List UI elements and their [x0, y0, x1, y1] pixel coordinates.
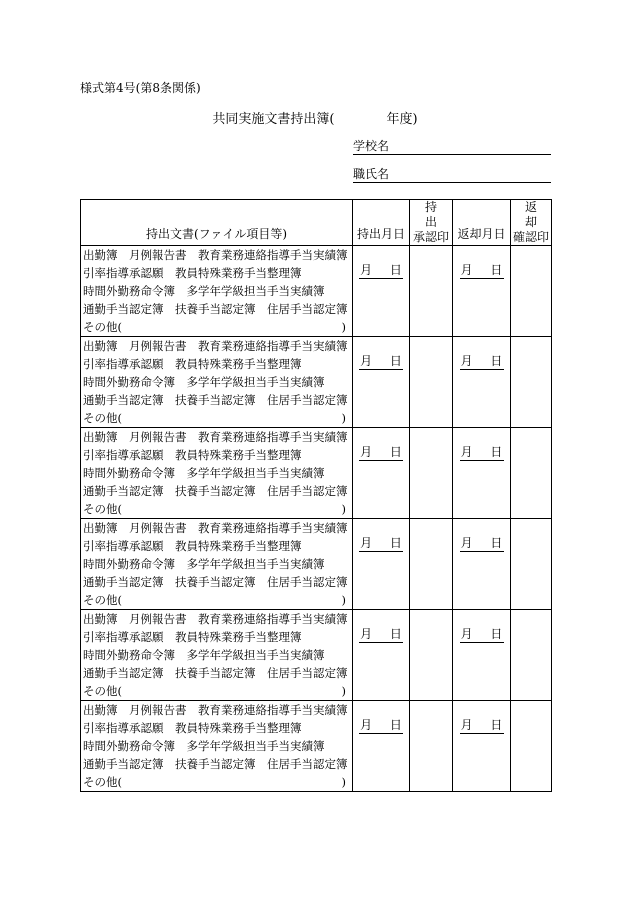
approval-stamp-cell[interactable]	[410, 337, 453, 428]
date-placeholder: 月 日	[360, 263, 402, 277]
other-close: )	[341, 775, 346, 789]
return-stamp-cell[interactable]	[511, 428, 552, 519]
document-options-line: 出勤簿 月例報告書 教育業務連絡指導手当実績簿	[83, 703, 348, 717]
col-out-date: 持出月日	[353, 200, 410, 246]
return-date-cell[interactable]	[453, 246, 511, 337]
document-options-line: 引率指導承認願 教員特殊業務手当整理簿	[83, 721, 302, 735]
out-date-cell[interactable]	[353, 701, 410, 792]
date-placeholder: 月 日	[460, 627, 503, 641]
document-options-line: 通勤手当認定簿 扶養手当認定簿 住居手当認定簿	[83, 666, 348, 680]
col-approval-stamp: 持 出 承認印	[410, 200, 453, 246]
document-options-line: 引率指導承認願 教員特殊業務手当整理簿	[83, 357, 302, 371]
other-document-line[interactable]	[83, 409, 350, 427]
document-options-line: 時間外勤務命令簿 多学年学級担当手当実績簿	[83, 557, 325, 571]
checkout-log-table	[80, 199, 552, 792]
out-date-cell[interactable]	[353, 519, 410, 610]
document-options-line: 時間外勤務命令簿 多学年学級担当手当実績簿	[83, 648, 325, 662]
table-row	[81, 610, 552, 701]
out-date-cell[interactable]	[353, 337, 410, 428]
other-close: )	[341, 502, 346, 516]
document-options-line: 時間外勤務命令簿 多学年学級担当手当実績簿	[83, 284, 325, 298]
return-stamp-cell[interactable]	[511, 610, 552, 701]
table-row	[81, 519, 552, 610]
out-date-cell[interactable]	[353, 428, 410, 519]
table-header-row	[81, 200, 552, 246]
document-list-cell[interactable]	[81, 337, 353, 428]
school-name-label: 学校名	[353, 139, 390, 153]
document-list-cell[interactable]	[81, 610, 353, 701]
document-list-cell[interactable]	[81, 519, 353, 610]
title-prefix: 共同実施文書持出簿(	[212, 112, 335, 127]
other-close: )	[341, 411, 346, 425]
document-options-line: 出勤簿 月例報告書 教育業務連絡指導手当実績簿	[83, 521, 348, 535]
document-options-line: 時間外勤務命令簿 多学年学級担当手当実績簿	[83, 739, 325, 753]
school-name-field[interactable]	[353, 138, 551, 155]
staff-name-field[interactable]	[353, 166, 551, 183]
other-label: その他(	[83, 593, 122, 607]
document-options-line: 通勤手当認定簿 扶養手当認定簿 住居手当認定簿	[83, 302, 348, 316]
col-return-stamp: 返 却 確認印	[511, 200, 552, 246]
return-date-cell[interactable]	[453, 519, 511, 610]
document-options-line: 引率指導承認願 教員特殊業務手当整理簿	[83, 630, 302, 644]
document-options-line: 出勤簿 月例報告書 教育業務連絡指導手当実績簿	[83, 612, 348, 626]
table-row	[81, 701, 552, 792]
table-row	[81, 246, 552, 337]
col-document: 持出文書(ファイル項目等)	[81, 200, 353, 246]
date-placeholder: 月 日	[460, 718, 503, 732]
date-placeholder: 月 日	[460, 263, 503, 277]
date-placeholder: 月 日	[360, 536, 402, 550]
document-options-line: 通勤手当認定簿 扶養手当認定簿 住居手当認定簿	[83, 484, 348, 498]
return-date-cell[interactable]	[453, 701, 511, 792]
date-placeholder: 月 日	[360, 718, 402, 732]
date-placeholder: 月 日	[360, 354, 402, 368]
document-options-line: 引率指導承認願 教員特殊業務手当整理簿	[83, 266, 302, 280]
document-list-cell[interactable]	[81, 701, 353, 792]
document-options-line: 通勤手当認定簿 扶養手当認定簿 住居手当認定簿	[83, 575, 348, 589]
approval-stamp-cell[interactable]	[410, 246, 453, 337]
other-label: その他(	[83, 320, 122, 334]
return-stamp-cell[interactable]	[511, 246, 552, 337]
return-stamp-cell[interactable]	[511, 701, 552, 792]
return-date-cell[interactable]	[453, 337, 511, 428]
other-label: その他(	[83, 411, 122, 425]
other-document-line[interactable]	[83, 773, 350, 791]
document-options-line: 通勤手当認定簿 扶養手当認定簿 住居手当認定簿	[83, 393, 348, 407]
other-label: その他(	[83, 502, 122, 516]
other-document-line[interactable]	[83, 591, 350, 609]
document-options-line: 出勤簿 月例報告書 教育業務連絡指導手当実績簿	[83, 339, 348, 353]
return-date-cell[interactable]	[453, 610, 511, 701]
other-label: その他(	[83, 684, 122, 698]
document-options-line: 引率指導承認願 教員特殊業務手当整理簿	[83, 539, 302, 553]
return-stamp-cell[interactable]	[511, 519, 552, 610]
out-date-cell[interactable]	[353, 246, 410, 337]
document-list-cell[interactable]	[81, 428, 353, 519]
return-date-cell[interactable]	[453, 428, 511, 519]
document-options-line: 引率指導承認願 教員特殊業務手当整理簿	[83, 448, 302, 462]
other-label: その他(	[83, 775, 122, 789]
document-options-line: 時間外勤務命令簿 多学年学級担当手当実績簿	[83, 375, 325, 389]
table-row	[81, 337, 552, 428]
document-options-line: 出勤簿 月例報告書 教育業務連絡指導手当実績簿	[83, 248, 348, 262]
other-close: )	[341, 320, 346, 334]
document-list-cell[interactable]	[81, 246, 353, 337]
date-placeholder: 月 日	[360, 445, 402, 459]
date-placeholder: 月 日	[460, 445, 503, 459]
other-document-line[interactable]	[83, 318, 350, 336]
col-return-date: 返却月日	[453, 200, 511, 246]
date-placeholder: 月 日	[460, 354, 503, 368]
approval-stamp-cell[interactable]	[410, 519, 453, 610]
form-title	[0, 108, 630, 127]
other-close: )	[341, 593, 346, 607]
date-placeholder: 月 日	[460, 536, 503, 550]
date-placeholder: 月 日	[360, 627, 402, 641]
staff-name-label: 職氏名	[353, 167, 390, 181]
other-close: )	[341, 684, 346, 698]
document-options-line: 時間外勤務命令簿 多学年学級担当手当実績簿	[83, 466, 325, 480]
document-options-line: 通勤手当認定簿 扶養手当認定簿 住居手当認定簿	[83, 757, 348, 771]
table-row	[81, 428, 552, 519]
other-document-line[interactable]	[83, 682, 350, 700]
out-date-cell[interactable]	[353, 610, 410, 701]
form-number: 様式第4号(第8条関係)	[80, 81, 201, 95]
return-stamp-cell[interactable]	[511, 337, 552, 428]
document-options-line: 出勤簿 月例報告書 教育業務連絡指導手当実績簿	[83, 430, 348, 444]
approval-stamp-cell[interactable]	[410, 428, 453, 519]
approval-stamp-cell[interactable]	[410, 610, 453, 701]
other-document-line[interactable]	[83, 500, 350, 518]
title-suffix: 年度)	[386, 112, 418, 127]
approval-stamp-cell[interactable]	[410, 701, 453, 792]
